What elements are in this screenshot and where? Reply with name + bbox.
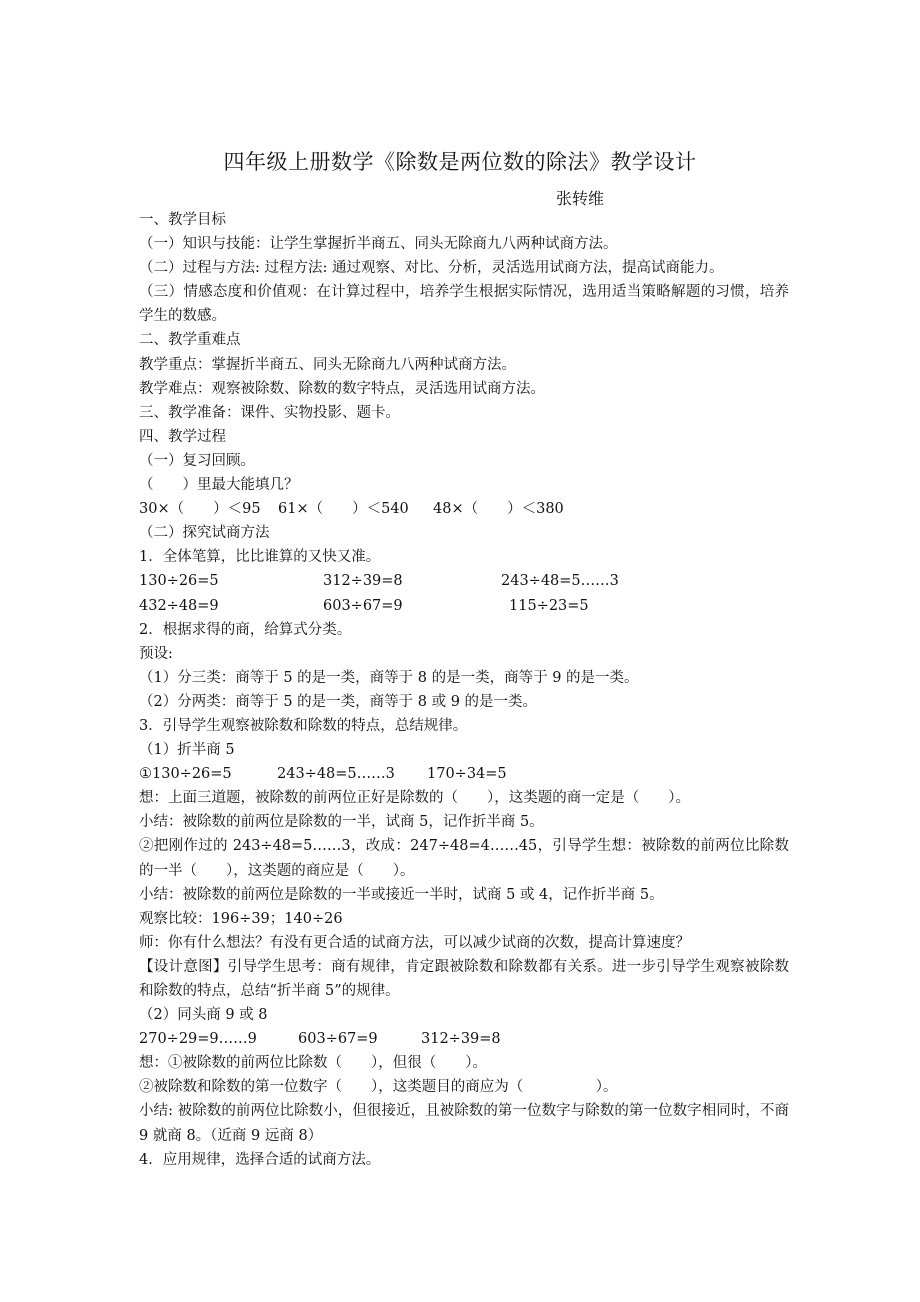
- section-heading-process: 四、教学过程: [139, 428, 226, 445]
- compare-line: 观察比较：196÷39；140÷26: [139, 910, 343, 927]
- calc-row: [139, 594, 789, 618]
- calc-item: 312÷39=8: [323, 573, 403, 590]
- calc-item: ①130÷26=5: [139, 766, 232, 783]
- calc-item: 243÷48=5……3: [277, 766, 395, 783]
- think-line: ②被除数和除数的第一位数字（ ），这类题目的商应为（ ）。: [139, 1079, 618, 1096]
- think-line: 想：①被除数的前两位比除数（ ），但很（ ）。: [139, 1055, 487, 1072]
- calc-row: [139, 569, 789, 593]
- section-heading-prep: 三、教学准备：课件、实物投影、题卡。: [139, 404, 400, 421]
- subheading-same-head: （2）同头商 9 或 8: [139, 1007, 268, 1024]
- calc-item: 432÷48=9: [139, 597, 219, 614]
- step-2: 2．根据求得的商，给算式分类。: [139, 621, 352, 638]
- review-row: [139, 497, 789, 521]
- summary-line: 小结：被除数的前两位是除数的一半，试商 5，记作折半商 5。: [139, 814, 544, 831]
- goal-knowledge: （一）知识与技能：让学生掌握折半商五、同头无除商九八两种试商方法。: [139, 236, 618, 253]
- calc-item: 115÷23=5: [509, 597, 589, 614]
- design-intent: 【设计意图】引导学生思考：商有规律，肯定跟被除数和除数都有关系。进一步引导学生观察被除数和除数的特点，总结“折半商 5”的规律。: [139, 958, 789, 999]
- teaching-focus: 教学重点：掌握折半商五、同头无除商九八两种试商方法。: [139, 356, 516, 373]
- calc-item: 243÷48=5……3: [501, 573, 619, 590]
- author-name: 张转维: [556, 189, 605, 208]
- preset-label: 预设:: [139, 645, 173, 662]
- calc-item: 270÷29=9……9: [139, 1031, 257, 1048]
- calc-item: 603÷67=9: [298, 1031, 378, 1048]
- summary-line: 小结: 被除数的前两位比除数小，但很接近，且被除数的第一位数字与除数的第一位数字相同时，不商 9 就商 8。（近商 9 远商 8）: [139, 1103, 789, 1144]
- step-4: 4．应用规律，选择合适的试商方法。: [139, 1151, 381, 1168]
- summary-line: 小结：被除数的前两位是除数的一半或接近一半时，试商 5 或 4，记作折半商 5。: [139, 886, 664, 903]
- preset-option-2: （2）分两类：商等于 5 的是一类，商等于 8 或 9 的是一类。: [139, 693, 538, 710]
- subheading-half: （1）折半商 5: [139, 742, 235, 759]
- section-heading-focus: 二、教学重难点: [139, 332, 241, 349]
- explore-heading: （二）探究试商方法: [139, 525, 270, 542]
- calc-item: 130÷26=5: [139, 573, 219, 590]
- step-1: 1．全体笔算，比比谁算的又快又准。: [139, 549, 381, 566]
- review-item: 48×（ ）＜380: [433, 501, 564, 518]
- review-item: 61×（ ）＜540: [278, 501, 409, 518]
- teaching-difficulty: 教学难点：观察被除数、除数的数字特点，灵活选用试商方法。: [139, 380, 545, 397]
- calc-item: 170÷34=5: [427, 766, 507, 783]
- preset-option-1: （1）分三类：商等于 5 的是一类，商等于 8 的是一类，商等于 9 的是一类。: [139, 669, 639, 686]
- document-body: [139, 208, 789, 1172]
- goal-process: （二）过程与方法: 过程方法: 通过观察、对比、分析，灵活选用试商方法，提高试商能力。: [139, 260, 724, 277]
- review-item: 30×（ ）＜95: [139, 501, 261, 518]
- section-heading-goals: 一、教学目标: [139, 212, 226, 228]
- think-line: 想：上面三道题，被除数的前两位正好是除数的（ ），这类题的商一定是（ ）。: [139, 790, 690, 807]
- step-3: 3．引导学生观察被除数和除数的特点，总结规律。: [139, 717, 468, 734]
- document-title: 四年级上册数学《除数是两位数的除法》教学设计: [223, 150, 697, 174]
- review-question: （ ）里最大能填几？: [139, 477, 299, 494]
- same-row: [139, 1027, 789, 1051]
- calc-item: 603÷67=9: [323, 597, 403, 614]
- modified-example: ②把刚作过的 243÷48=5……3，改成：247÷48=4……45，引导学生想：被除数的前两位比除数的一半（ ），这类题的商应是（ ）。: [139, 838, 789, 879]
- goal-attitude: （三）情感态度和价值观：在计算过程中，培养学生根据实际情况，选用适当策略解题的习惯，培养学生的数感。: [139, 284, 789, 325]
- review-heading: （一）复习回顾。: [139, 452, 255, 469]
- teacher-question: 师：你有什么想法？有没有更合适的试商方法，可以减少试商的次数，提高计算速度？: [139, 934, 690, 951]
- half-row: [139, 762, 789, 786]
- calc-item: 312÷39=8: [421, 1031, 501, 1048]
